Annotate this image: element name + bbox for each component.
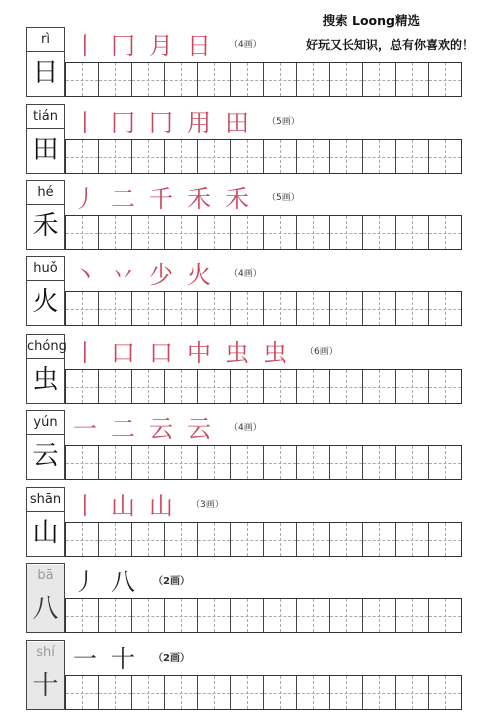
practice-cell[interactable] [231,292,264,325]
practice-cell[interactable] [396,216,429,249]
practice-cell[interactable] [99,523,132,556]
practice-cell[interactable] [99,446,132,479]
stroke-step: 中 [187,338,211,367]
practice-row [26,27,462,97]
practice-cell[interactable] [429,140,461,173]
stroke-step: 禾 [187,184,211,213]
practice-cell[interactable] [99,292,132,325]
practice-cell[interactable] [396,370,429,403]
practice-cell[interactable] [396,140,429,173]
stroke-order [73,410,262,442]
practice-cell[interactable] [66,676,99,709]
practice-cell[interactable] [396,63,429,96]
practice-cell[interactable] [132,292,165,325]
promo-line-1: 搜索 Loong精选 [322,13,420,28]
stroke-step: 丨 [73,31,97,60]
stroke-step: 田 [225,108,249,137]
practice-cell[interactable] [132,140,165,173]
practice-cell[interactable] [429,216,461,249]
pinyin-label: chóng [27,336,64,359]
stroke-order [73,640,190,672]
character-glyph: 八 [27,587,64,632]
practice-cell[interactable] [396,446,429,479]
practice-cell[interactable] [363,599,396,632]
practice-cell[interactable] [429,523,461,556]
stroke-step: 山 [149,491,173,520]
practice-cell[interactable] [231,446,264,479]
character-glyph: 云 [32,441,59,471]
stroke-count: （5画） [267,192,300,203]
practice-cell[interactable] [396,599,429,632]
writing-grid [65,675,462,710]
practice-cell[interactable] [198,599,231,632]
practice-cell[interactable] [165,63,198,96]
writing-grid [65,139,462,174]
practice-cell[interactable] [99,370,132,403]
character-glyph: 田 [32,135,59,165]
stroke-step: 二 [111,184,135,213]
pinyin-label: rì [27,29,64,52]
stroke-step: 口 [149,338,173,367]
practice-cell[interactable] [429,370,461,403]
practice-row [26,640,462,710]
character-card [26,256,65,326]
practice-cell[interactable] [99,676,132,709]
stroke-step: 丨 [73,108,97,137]
practice-cell[interactable] [330,599,363,632]
stroke-order [73,256,262,288]
practice-cell[interactable] [396,292,429,325]
pinyin-label: yún [27,412,64,435]
practice-cell[interactable] [231,63,264,96]
character-glyph: 虫 [32,365,59,395]
practice-cell[interactable] [264,216,297,249]
stroke-step: 一 [73,644,97,673]
practice-cell[interactable] [396,676,429,709]
practice-cell[interactable] [165,523,198,556]
stroke-step: 山 [111,491,135,520]
practice-cell[interactable] [198,292,231,325]
practice-cell[interactable] [66,523,99,556]
character-card [26,563,65,633]
practice-cell[interactable] [429,599,461,632]
practice-cell[interactable] [198,140,231,173]
practice-cell[interactable] [264,140,297,173]
practice-cell[interactable] [66,292,99,325]
practice-cell[interactable] [297,676,330,709]
practice-cell[interactable] [198,446,231,479]
character-card [26,180,65,250]
practice-cell[interactable] [330,446,363,479]
stroke-step: 火 [187,260,211,289]
pinyin-label: huǒ [27,258,64,281]
writing-grid [65,369,462,404]
stroke-step: 八 [111,567,135,596]
stroke-order [73,104,300,136]
practice-cell[interactable] [330,523,363,556]
writing-grid [65,62,462,97]
practice-cell[interactable] [198,216,231,249]
stroke-step: 云 [149,414,173,443]
practice-cell[interactable] [297,446,330,479]
character-glyph: 火 [32,287,59,317]
stroke-step: 月 [149,31,173,60]
practice-cell[interactable] [99,216,132,249]
practice-cell[interactable] [231,216,264,249]
stroke-step: 丨 [73,491,97,520]
stroke-order [73,563,190,595]
practice-cell[interactable] [330,140,363,173]
character-card [26,334,65,404]
practice-cell[interactable] [264,676,297,709]
practice-cell[interactable] [330,370,363,403]
stroke-step: 虫 [263,338,287,367]
stroke-count: （4画） [229,422,262,433]
character-card [26,410,65,480]
stroke-step: 日 [187,31,211,60]
practice-cell[interactable] [297,63,330,96]
practice-cell[interactable] [264,63,297,96]
practice-cell[interactable] [165,292,198,325]
character-glyph: 日 [32,58,59,88]
practice-cell[interactable] [99,140,132,173]
stroke-count: （5画） [267,116,300,127]
practice-cell[interactable] [396,523,429,556]
practice-cell[interactable] [132,370,165,403]
pinyin-label: shān [27,489,64,512]
practice-row [26,104,462,174]
practice-row [26,563,462,633]
practice-cell[interactable] [264,599,297,632]
stroke-step: 十 [111,644,135,673]
practice-row [26,334,462,404]
practice-cell[interactable] [198,370,231,403]
practice-cell[interactable] [231,676,264,709]
practice-cell[interactable] [363,523,396,556]
practice-cell[interactable] [363,63,396,96]
practice-cell[interactable] [297,292,330,325]
practice-cell[interactable] [330,292,363,325]
practice-cell[interactable] [132,599,165,632]
practice-cell[interactable] [99,63,132,96]
writing-grid [65,598,462,633]
practice-cell[interactable] [297,599,330,632]
stroke-count: （3画） [191,499,224,510]
practice-cell[interactable] [66,599,99,632]
practice-cell[interactable] [132,446,165,479]
practice-cell[interactable] [231,140,264,173]
practice-row [26,180,462,250]
stroke-order [73,487,224,519]
practice-row [26,410,462,480]
practice-cell[interactable] [429,446,461,479]
character-card [26,104,65,174]
pinyin-label: shí [27,642,64,665]
stroke-step: 丿 [73,567,97,596]
stroke-step: 二 [111,414,135,443]
practice-cell[interactable] [363,140,396,173]
stroke-step: 云 [187,414,211,443]
practice-cell[interactable] [198,523,231,556]
pinyin-label: tián [27,106,64,129]
practice-cell[interactable] [132,216,165,249]
practice-cell[interactable] [132,523,165,556]
stroke-order [73,27,262,59]
pinyin-label: bā [27,565,64,588]
stroke-order [73,180,300,212]
practice-row [26,256,462,326]
practice-cell[interactable] [429,63,461,96]
character-card [26,27,65,97]
stroke-count: （2画） [153,652,190,664]
stroke-step: 丨 [73,338,97,367]
character-glyph: 十 [27,664,64,709]
practice-cell[interactable] [99,599,132,632]
stroke-step: 丷 [111,260,135,289]
practice-cell[interactable] [165,676,198,709]
stroke-step: 丶 [73,260,97,289]
character-card [26,640,65,710]
stroke-count: （6画） [305,346,338,357]
practice-cell[interactable] [429,676,461,709]
practice-cell[interactable] [165,140,198,173]
practice-cell[interactable] [363,676,396,709]
writing-grid [65,522,462,557]
practice-cell[interactable] [363,446,396,479]
practice-row [26,487,462,557]
character-glyph: 禾 [32,211,59,241]
practice-cell[interactable] [264,370,297,403]
practice-cell[interactable] [66,140,99,173]
stroke-step: 用 [187,108,211,137]
practice-cell[interactable] [363,292,396,325]
practice-cell[interactable] [66,446,99,479]
writing-grid [65,445,462,480]
stroke-step: 少 [149,260,173,289]
practice-cell[interactable] [165,446,198,479]
practice-cell[interactable] [264,292,297,325]
practice-cell[interactable] [429,292,461,325]
practice-cell[interactable] [66,63,99,96]
pinyin-label: hé [27,182,64,205]
practice-cell[interactable] [297,523,330,556]
stroke-step: 千 [149,184,173,213]
practice-cell[interactable] [66,370,99,403]
character-card [26,487,65,557]
practice-cell[interactable] [165,370,198,403]
stroke-order [73,334,338,366]
stroke-step: 丿 [73,184,97,213]
stroke-step: 虫 [225,338,249,367]
stroke-step: 冂 [111,108,135,137]
practice-cell[interactable] [198,676,231,709]
practice-cell[interactable] [231,523,264,556]
practice-cell[interactable] [297,140,330,173]
practice-cell[interactable] [66,216,99,249]
stroke-count: （4画） [229,268,262,279]
practice-cell[interactable] [330,63,363,96]
practice-cell[interactable] [297,370,330,403]
stroke-count: （2画） [153,575,190,587]
practice-cell[interactable] [297,216,330,249]
stroke-step: 口 [111,338,135,367]
practice-cell[interactable] [132,63,165,96]
practice-cell[interactable] [165,216,198,249]
stroke-step: 冂 [111,31,135,60]
writing-grid [65,291,462,326]
practice-cell[interactable] [264,446,297,479]
practice-cell[interactable] [231,599,264,632]
stroke-step: 一 [73,414,97,443]
practice-cell[interactable] [264,523,297,556]
practice-cell[interactable] [363,370,396,403]
practice-cell[interactable] [330,676,363,709]
practice-cell[interactable] [198,63,231,96]
character-glyph: 山 [32,518,59,548]
writing-grid [65,215,462,250]
practice-cell[interactable] [132,676,165,709]
practice-cell[interactable] [165,599,198,632]
stroke-count: （4画） [229,39,262,50]
practice-cell[interactable] [363,216,396,249]
promo-line-2: 好玩又长知识，总有你喜欢的！ [305,38,474,52]
practice-cell[interactable] [231,370,264,403]
practice-cell[interactable] [330,216,363,249]
stroke-step: 冂 [149,108,173,137]
stroke-step: 禾 [225,184,249,213]
